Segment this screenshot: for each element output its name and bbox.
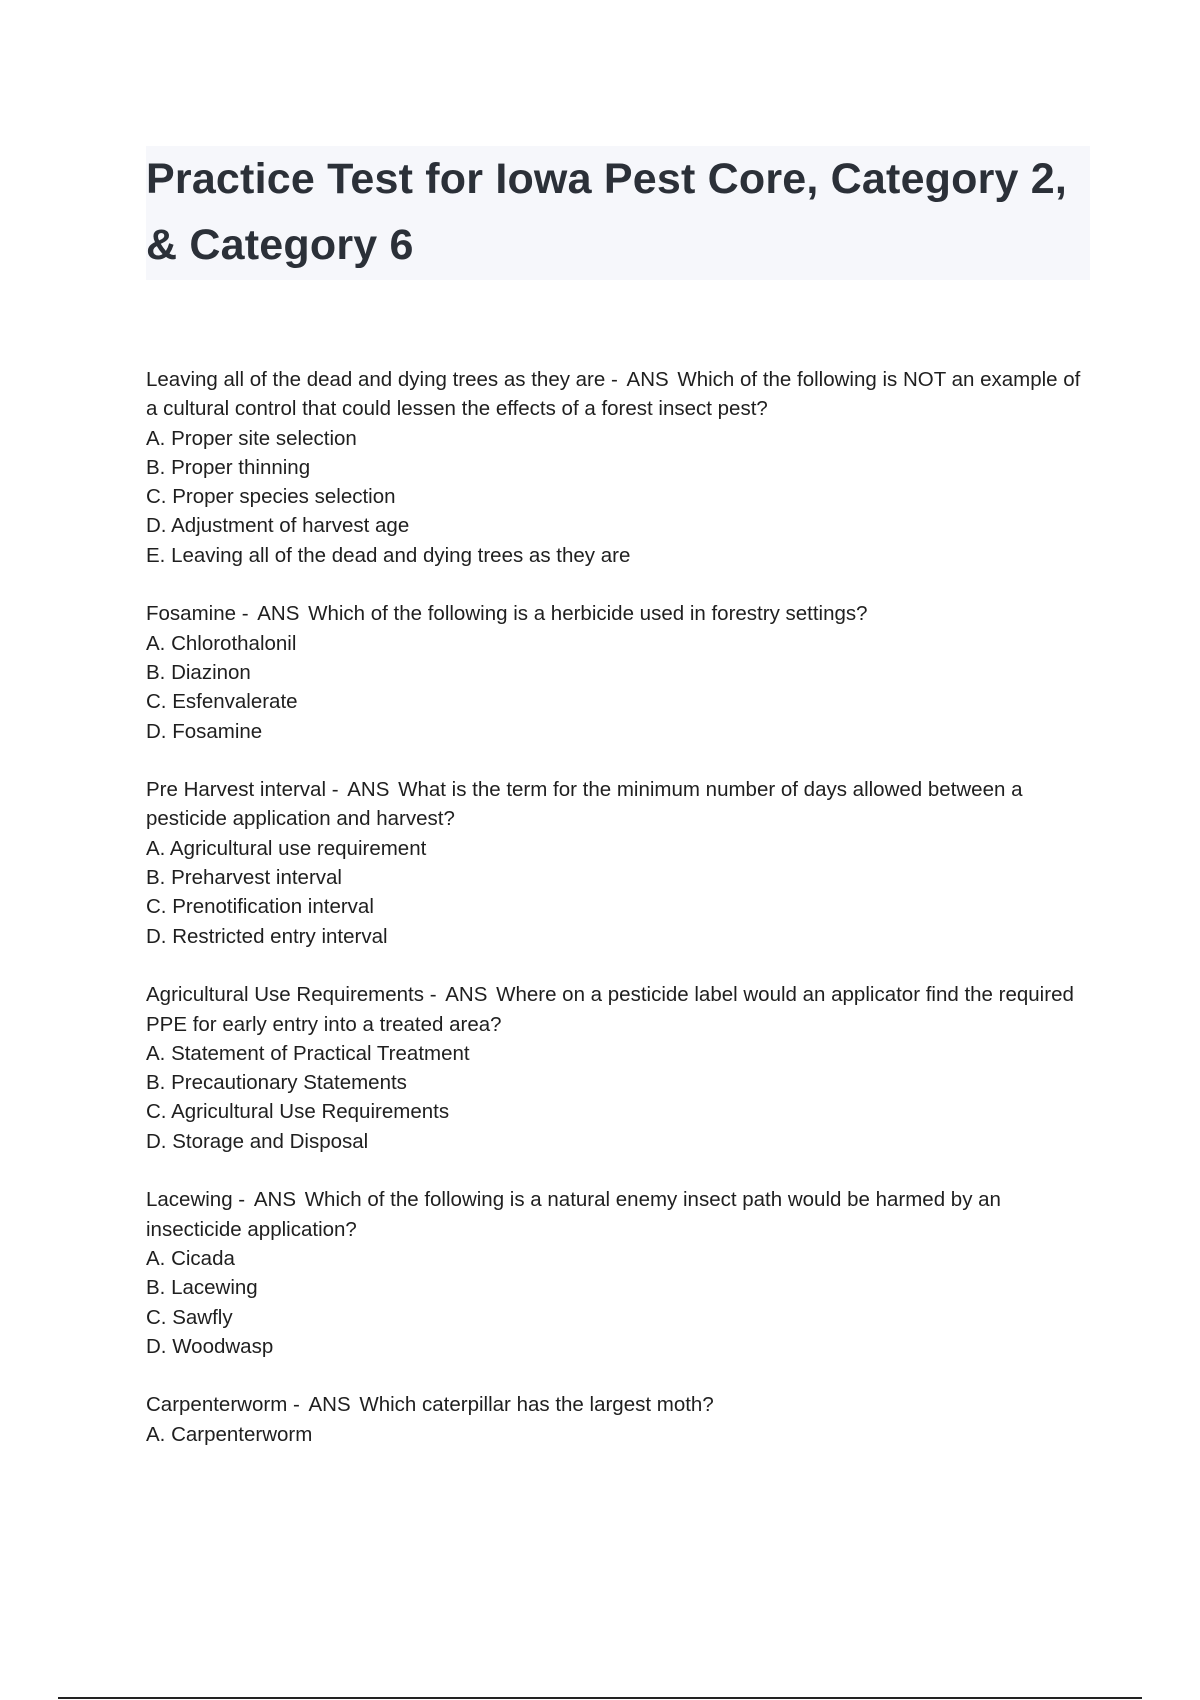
option-item: A. Proper site selection — [146, 426, 357, 450]
question-block-6 — [146, 1390, 1096, 1449]
question-text: Which of the following is a natural enemy insect path would be harmed by an insecticide application? — [146, 1188, 1001, 1241]
question-text: What is the term for the minimum number of days allowed between a pesticide application and harvest? — [146, 778, 1023, 831]
question-block-3 — [146, 775, 1096, 951]
answer-text: Lacewing - — [146, 1188, 246, 1212]
option-list — [146, 1244, 1096, 1361]
question-block-4 — [146, 980, 1096, 1156]
option-item: D. Woodwasp — [146, 1334, 274, 1358]
page-footer-rule — [58, 1697, 1142, 1699]
title-banner — [146, 146, 1090, 280]
option-item: C. Agricultural Use Requirements — [146, 1100, 450, 1124]
page-title: Practice Test for Iowa Pest Core, Category 2, & Category 6 — [146, 155, 1068, 269]
question-block-1 — [146, 365, 1096, 570]
option-item: B. Lacewing — [146, 1276, 258, 1300]
answer-text: Agricultural Use Requirements - — [146, 983, 437, 1007]
option-item: D. Restricted entry interval — [146, 924, 388, 948]
option-item: B. Preharvest interval — [146, 866, 342, 890]
option-item: D. Storage and Disposal — [146, 1129, 369, 1153]
ans-label: ANS — [347, 778, 390, 802]
ans-label: ANS — [626, 368, 669, 391]
question-line — [146, 775, 1096, 834]
option-list — [146, 424, 1096, 570]
question-list — [146, 365, 1096, 1478]
option-list — [146, 1039, 1096, 1156]
question-block-2 — [146, 599, 1096, 745]
question-text: Which of the following is NOT an example of a cultural control that could lessen the effects of a forest insect pest? — [146, 368, 1081, 421]
option-item: A. Carpenterworm — [146, 1422, 313, 1446]
question-text: Which of the following is a herbicide used in forestry settings? — [308, 602, 868, 626]
option-item: C. Prenotification interval — [146, 895, 374, 919]
question-line — [146, 599, 1096, 628]
ans-label: ANS — [445, 983, 488, 1007]
question-line — [146, 1185, 1096, 1244]
option-item: C. Proper species selection — [146, 485, 396, 509]
option-item: D. Fosamine — [146, 719, 263, 743]
option-item: D. Adjustment of harvest age — [146, 514, 410, 538]
answer-text: Leaving all of the dead and dying trees as they are - — [146, 368, 618, 391]
option-item: A. Chlorothalonil — [146, 631, 297, 655]
answer-text: Fosamine - — [146, 602, 249, 626]
ans-label: ANS — [308, 1393, 351, 1417]
answer-text: Carpenterworm - — [146, 1393, 300, 1417]
question-line — [146, 980, 1096, 1039]
option-list — [146, 1420, 1096, 1449]
option-item: C. Sawfly — [146, 1305, 233, 1329]
option-item: E. Leaving all of the dead and dying trees as they are — [146, 543, 631, 567]
option-item: B. Diazinon — [146, 660, 251, 684]
question-text: Which caterpillar has the largest moth? — [359, 1393, 714, 1417]
option-item: C. Esfenvalerate — [146, 690, 298, 714]
answer-text: Pre Harvest interval - — [146, 778, 339, 802]
question-line — [146, 1390, 1096, 1419]
option-item: A. Cicada — [146, 1246, 235, 1270]
option-item: B. Precautionary Statements — [146, 1071, 407, 1095]
option-item: A. Statement of Practical Treatment — [146, 1041, 470, 1065]
option-list — [146, 629, 1096, 746]
ans-label: ANS — [253, 1188, 296, 1212]
option-item: B. Proper thinning — [146, 455, 311, 479]
option-list — [146, 834, 1096, 951]
option-item: A. Agricultural use requirement — [146, 836, 427, 860]
ans-label: ANS — [257, 602, 300, 626]
question-line — [146, 365, 1096, 424]
question-block-5 — [146, 1185, 1096, 1361]
question-text: Where on a pesticide label would an applicator find the required PPE for early entry into a treated area? — [146, 983, 1074, 1036]
